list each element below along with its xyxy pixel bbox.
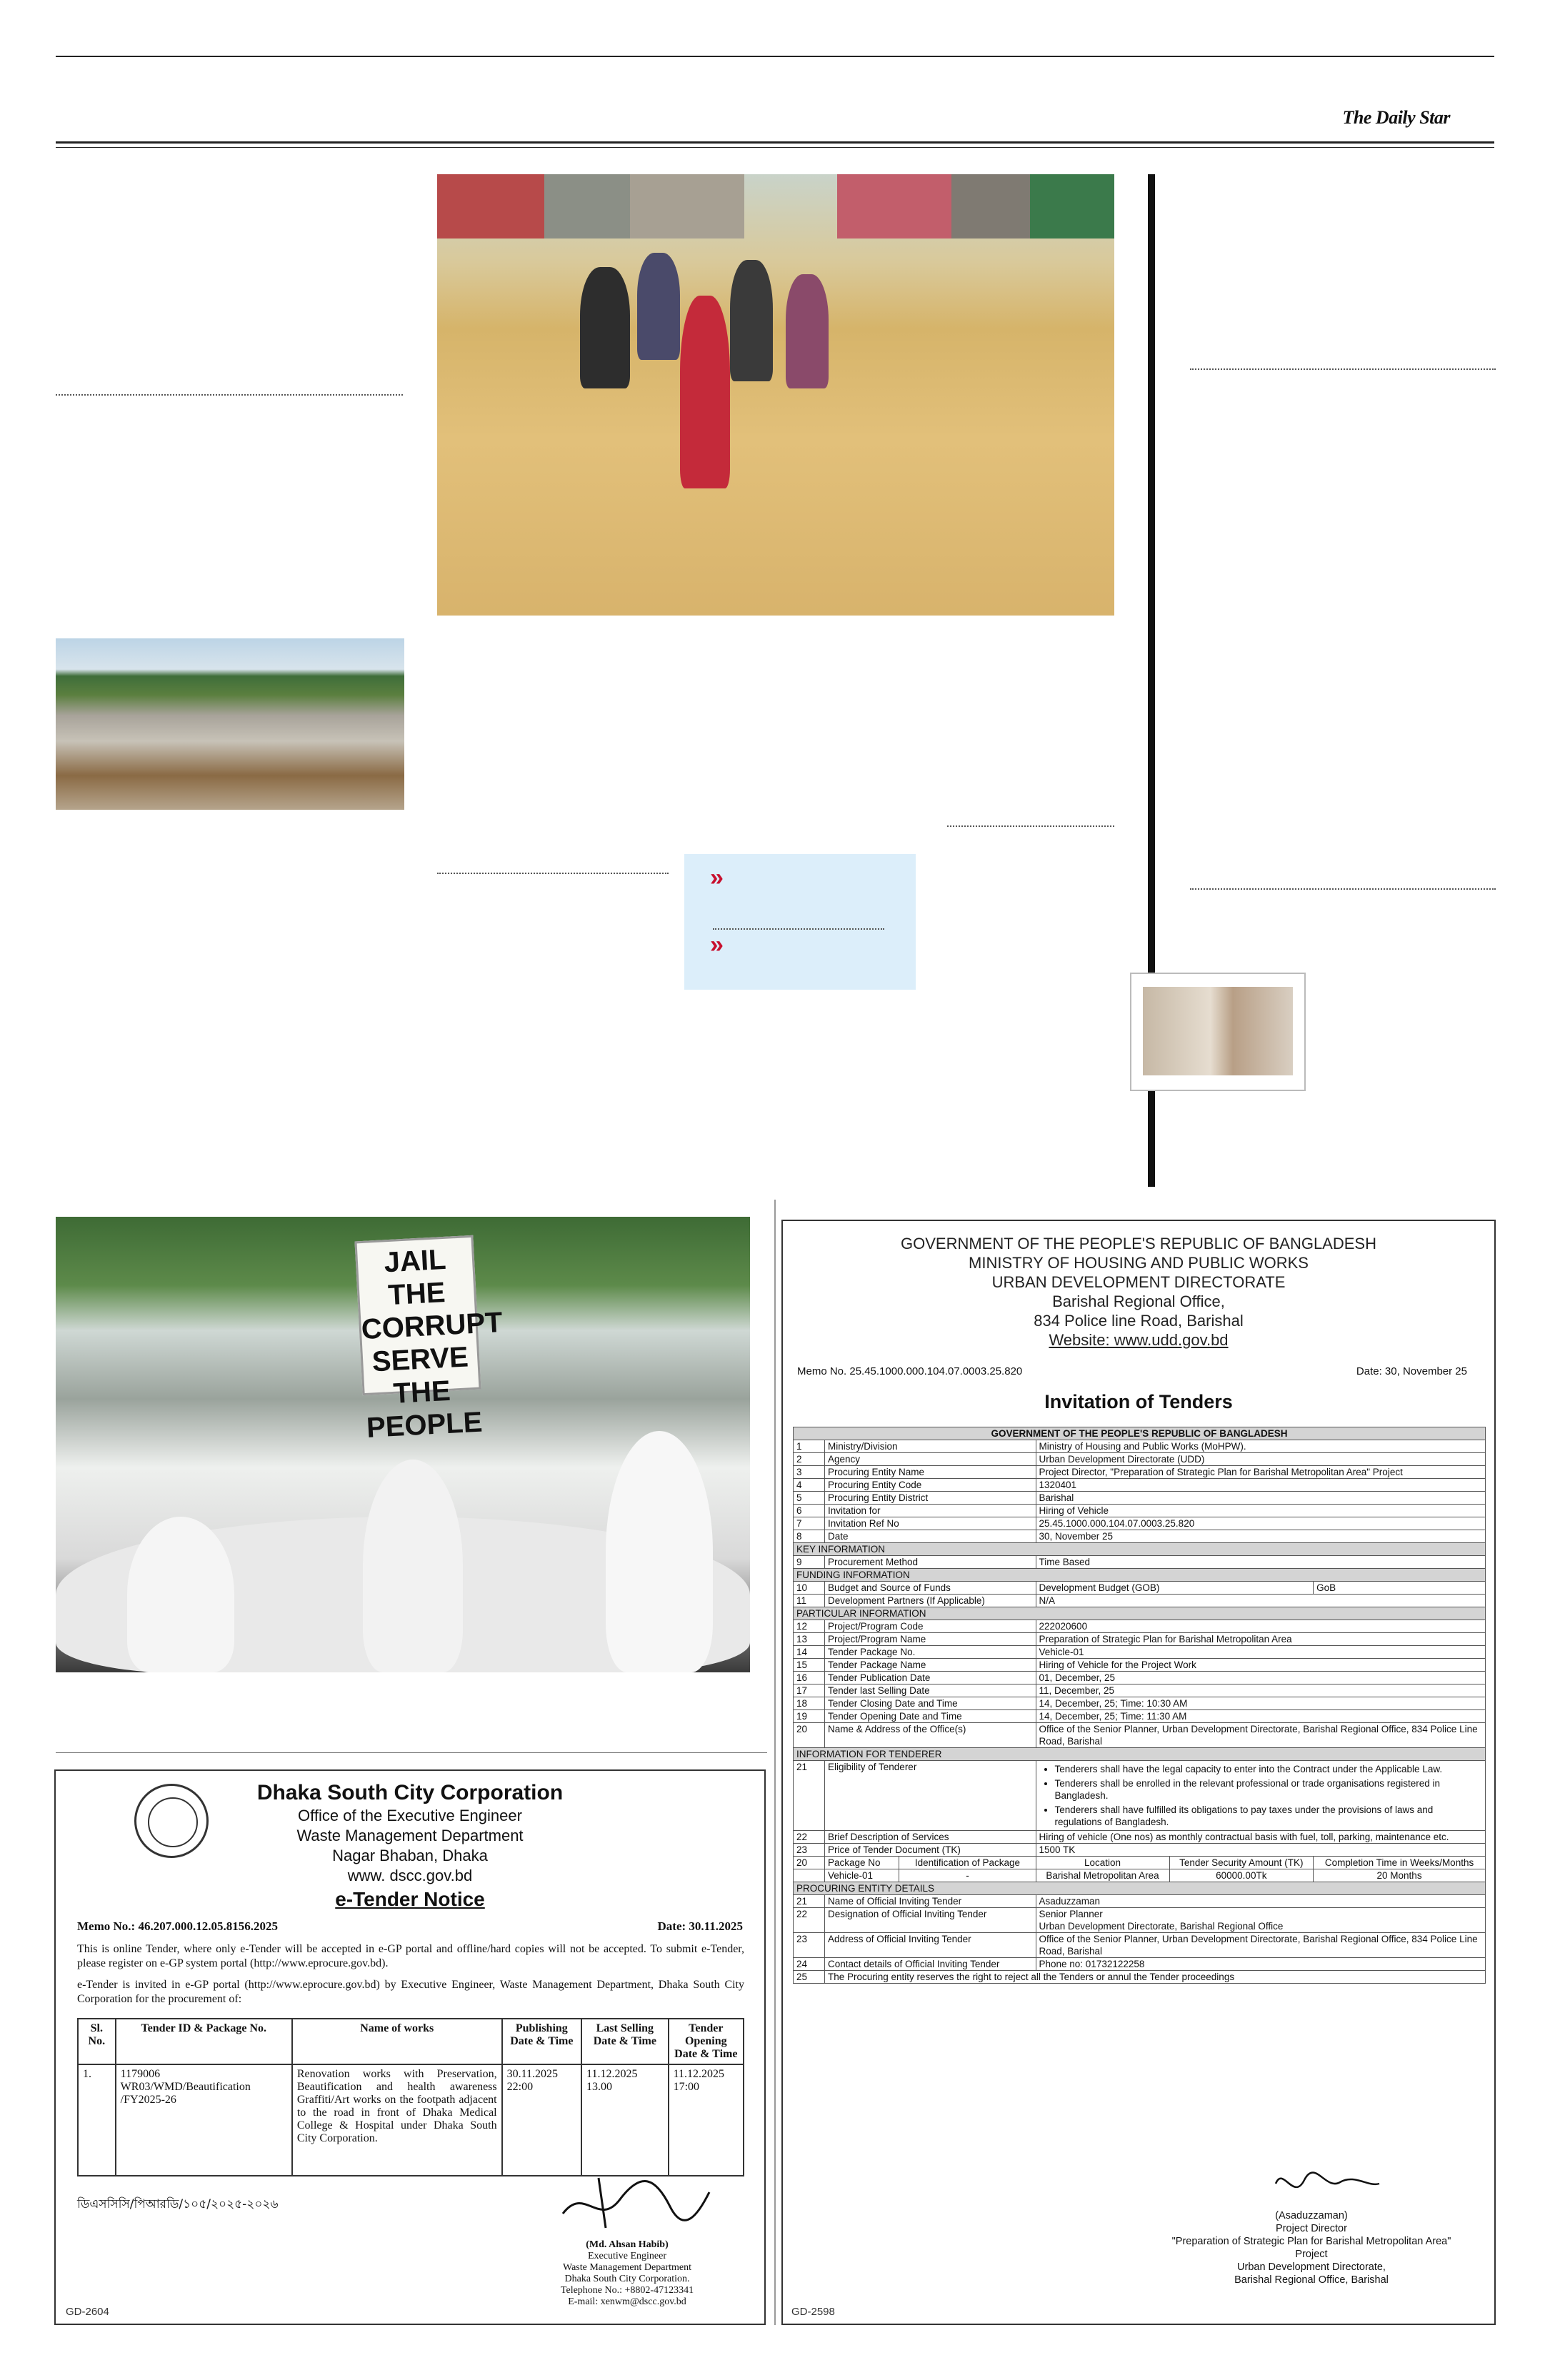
table-row: PROCURING ENTITY DETAILS [794,1882,1486,1895]
table-row: 3 Procuring Entity Name Project Director, "Preparation of Strategic Plan for Barishal Metropolitan Area" Project [794,1466,1486,1479]
tender-date: Date: 30, November 25 [1356,1365,1467,1377]
politicians-photo [1143,987,1293,1075]
tender-title: Invitation of Tenders [1044,1391,1233,1412]
dscc-signature [556,2171,713,2235]
table-row: 9 Procurement Method Time Based [794,1556,1486,1569]
notice-table: Sl. No. Tender ID & Package No. Name of works Publishing Date & Time Last Selling Date & Time Tender Opening Date & Time 1. 1179006 WR03/WMD/Beautification /FY2025-26 Renovation works with Preservation, Beautification and health awareness Graffiti/Art works on the footpath adjacent to the road in front of Dhaka Medical College & Hospital under Dhaka South City Corporation. 30.11.2025 22:00 11.12.2025 13.00 11.12.2025 17:00 [77,2018,744,2176]
table-row: 4 Procuring Entity Code 1320401 [794,1479,1486,1492]
table-row: 12 Project/Program Code 222020600 [794,1620,1486,1633]
notice-memo: Memo No.: 46.207.000.12.05.8156.2025 [77,1919,278,1933]
notice-office: Office of the Executive Engineer [298,1807,522,1824]
udd-invitation-of-tenders: GOVERNMENT OF THE PEOPLE'S REPUBLIC OF BANGLADESH MINISTRY OF HOUSING AND PUBLIC WORKS URBAN DEVELOPMENT DIRECTORATE Barishal Regional Office, 834 Police line Road, Barishal Website: www.udd.gov.bd Memo No. 25.45.1000.000.104.07.0003.25.820 Date: 30, November 25 Invitation of Tenders GOVERNMENT OF THE PEOPLE'S REPUBLIC OF BANGLADESH 1 Ministry/Division Ministry of Housing and Public Works (MoHPW). 2 Agency Urban Development Directorate (UDD) 3 Procuring Entity Name Project Director, "Preparation of Strategic Plan for Barishal Metropolitan Area" Project 4 Procuring Entity Code 1320401 5 Procuring Entity District Barishal 6 Invitation for Hiring of Vehicle 7 Invitation Ref No 25.45.1000.000.104.07.0003.25.820 8 Date 30, November 25 KEY INFORMATION 9 Procurement Method Time Based FUNDING INFORMATION 10 Budget and Source of Funds Development Budget (GOB) GoB 11 Development Partners (If Applicable) N/A PARTICULAR INFORMATION 12 Project/Program Code 222020600 13 Project/Program Name Preparation of Strategic Plan for Barishal Metropolitan Area 14 Tender Package No. Vehicle-01 15 Tender Package Name Hiring of Vehicle for the Project Work 16 Tender Publication Date 01, December, 25 17 Tender last Selling Date 11, December, 25 18 Tender Closing Date and Time 14, December, 25; Time: 10:30 AM 19 Tender Opening Date and Time 14, December, 25; Time: 11:30 AM 20 Name & Address of the Office(s) Office of the Senior Planner, Urban Development Directorate, Barishal Regional Office, 834 Police Line Road, Barishal INFORMATION FOR TENDERER 21 Eligibility of Tenderer • Tenderers shall have the legal capacity to enter into the Contract under the Applicable Law. • Tenderers shall be enrolled in the relevant professional or trade organisations registered in Bangladesh. • Tenderers shall have fulfilled its obligations to pay taxes under the provisions of laws and regulations of Bangladesh. 22 Brief Description of Services Hiring of vehicle (One nos) as monthly contractual basis with fuel, toll, parking, maintenance etc. 23 Price of Tender Document (TK) 1500 TK 20 Package No Identification of Package Location Tender Security Amount (TK) Completion Time in Weeks/Months Vehicle-01 - Barishal Metropolitan Area 60000.00Tk 20 Months PROCURING ENTITY DETAILS 21 Name of Official Inviting Tender Asaduzzaman 22 Designation of Official Inviting Tender Senior Planner Urban Development Directorate, Barishal Regional Office 23 Address of Official Inviting Tender Office of the Senior Planner, Urban Development Directorate, Barishal Regional Office, 834 Police Line Road, Barishal 24 Contact details of Official Inviting Tender Phone no: 01732122258 25 The Procuring entity reserves the right to reject all the Tenders or annul the Tender proceedings (Asaduzzaman) Project Director "Preparation of Strategic Plan for Barishal Metropolitan Area" Project Urban Development Directorate, Barishal Regional Office, Barishal GD-2598 [781,1220,1496,2325]
table-row: KEY INFORMATION [794,1543,1486,1556]
table-row: 25 The Procuring entity reserves the right to reject all the Tenders or annul the Tender proceedings [794,1971,1486,1984]
dscc-tender-notice [54,1769,766,2325]
table-row: 20 Package No Identification of Package Location Tender Security Amount (TK) Completion Time in Weeks/Months [794,1857,1486,1869]
table-row: 2 Agency Urban Development Directorate (UDD) [794,1453,1486,1466]
table-row: 8 Date 30, November 25 [794,1530,1486,1543]
flood-photo [437,174,1114,616]
tender-memo: Memo No. 25.45.1000.000.104.07.0003.25.820 [797,1365,1023,1377]
table-row: 20 Name & Address of the Office(s) Office of the Senior Planner, Urban Development Directorate, Barishal Regional Office, 834 Police Line Road, Barishal [794,1723,1486,1748]
table-row: 19 Tender Opening Date and Time 14, December, 25; Time: 11:30 AM [794,1710,1486,1723]
tender-gd-code: GD-2598 [791,2306,835,2318]
table-row: Vehicle-01 - Barishal Metropolitan Area 60000.00Tk 20 Months [794,1869,1486,1882]
table-row: 18 Tender Closing Date and Time 14, December, 25; Time: 10:30 AM [794,1697,1486,1710]
notice-signature-block: (Md. Ahsan Habib) Executive Engineer Waste Management Department Dhaka South City Corporation. Telephone No.: +8802-47123341 E-mail: xenwm@dscc.gov.bd [560,2239,694,2307]
table-row: 14 Tender Package No. Vehicle-01 [794,1646,1486,1659]
notice-dept: Waste Management Department [296,1827,524,1844]
table-row: 21 Name of Official Inviting Tender Asaduzzaman [794,1895,1486,1908]
notice-para-1: This is online Tender, where only e-Tender will be accepted in e-GP portal and offline/hard copies will not be accepted. To submit e-Tender, please register on e-GP system portal (http://www.eprocure.gov.bd). [77,1943,744,1969]
table-row: 11 Development Partners (If Applicable) N/A [794,1595,1486,1607]
table-row: 10 Budget and Source of Funds Development Budget (GOB) GoB [794,1582,1486,1595]
tender-table [793,1427,1486,1984]
separator-mid-1 [947,825,1114,827]
table-row: 1 Ministry/Division Ministry of Housing and Public Works (MoHPW). [794,1440,1486,1453]
masthead-logo: The Daily Star [1342,107,1450,128]
table-row: GOVERNMENT OF THE PEOPLE'S REPUBLIC OF BANGLADESH [794,1427,1486,1440]
udd-signature [1269,2162,1383,2205]
table-row: FUNDING INFORMATION [794,1569,1486,1582]
notice-org: Dhaka South City Corporation [256,1781,564,1804]
highlight-box [684,854,916,990]
ads-divider-v [774,1200,776,2325]
notice-address: Nagar Bhaban, Dhaka [332,1847,488,1864]
notice-website: www. dscc.gov.bd [347,1867,473,1884]
tender-signature-block: (Asaduzzaman) Project Director "Preparation of Strategic Plan for Barishal Metropolitan Area" Project Urban Development Directorate, Barishal Regional Office, Barishal [1171,2210,1451,2286]
table-row: PARTICULAR INFORMATION [794,1607,1486,1620]
table-row: 16 Tender Publication Date 01, December, 25 [794,1672,1486,1684]
notice-bangla-ref: ডিএসসিসি/পিআরডি/১০৫/২০২৫-২০২৬ [77,2197,279,2211]
table-row: 15 Tender Package Name Hiring of Vehicle for the Project Work [794,1659,1486,1672]
table-row: 17 Tender last Selling Date 11, December, 25 [794,1684,1486,1697]
quote-marker-1: » [710,864,724,891]
notice-title: e-Tender Notice [335,1888,485,1910]
table-row: 23 Address of Official Inviting Tender Office of the Senior Planner, Urban Development Directorate, Barishal Regional Office, 834 Police Line Road, Barishal [794,1933,1486,1958]
table-row: 24 Contact details of Official Inviting Tender Phone no: 01732122258 [794,1958,1486,1971]
separator-right-2 [1190,888,1496,890]
table-row: 23 Price of Tender Document (TK) 1500 TK [794,1844,1486,1857]
protest-sign: JAIL THE CORRUPT SERVE THE PEOPLE [354,1235,481,1395]
table-row: 22 Designation of Official Inviting Tender Senior Planner Urban Development Directorate, Barishal Regional Office [794,1908,1486,1933]
table-row: 5 Procuring Entity District Barishal [794,1492,1486,1505]
separator-mid-2 [437,873,669,874]
notice-table-row: 1. 1179006 WR03/WMD/Beautification /FY2025-26 Renovation works with Preservation, Beautification and health awareness Graffiti/Art works on the footpath adjacent to the road in front of Dhaka Medical College & Hospital under Dhaka South City Corporation. 30.11.2025 22:00 11.12.2025 13.00 11.12.2025 17:00 [78,2064,744,2176]
notice-para-2: e-Tender is invited in e-GP portal (http://www.eprocure.gov.bd) by Executive Engineer, Waste Management Department, Dhaka South City Corporation for the procurement of: [77,1979,744,2005]
table-row: 6 Invitation for Hiring of Vehicle [794,1505,1486,1517]
table-row: 13 Project/Program Name Preparation of Strategic Plan for Barishal Metropolitan Area [794,1633,1486,1646]
notice-date: Date: 30.11.2025 [657,1919,743,1933]
table-row: 7 Invitation Ref No 25.45.1000.000.104.07.0003.25.820 [794,1517,1486,1530]
separator-left-1 [56,394,403,396]
quote-marker-2: » [710,931,724,958]
river-embankment-photo [56,638,404,810]
top-rule [56,56,1494,57]
table-row: INFORMATION FOR TENDERER [794,1748,1486,1761]
protest-photo [56,1217,750,1672]
header-rule-1 [56,141,1494,144]
table-row: 21 Eligibility of Tenderer • Tenderers shall have the legal capacity to enter into the Contract under the Applicable Law. • Tenderers shall be enrolled in the relevant professional or trade organisations registered in Bangladesh. • Tenderers shall have fulfilled its obligations to pay taxes under the provisions of laws and regulations of Bangladesh. [794,1761,1486,1831]
header-rule-2 [56,147,1494,148]
table-row: 22 Brief Description of Services Hiring of vehicle (One nos) as monthly contractual basis with fuel, toll, parking, maintenance etc. [794,1831,1486,1844]
ads-divider-h [56,1752,767,1753]
notice-gd-code: GD-2604 [66,2306,109,2318]
separator-right-1 [1190,368,1496,370]
